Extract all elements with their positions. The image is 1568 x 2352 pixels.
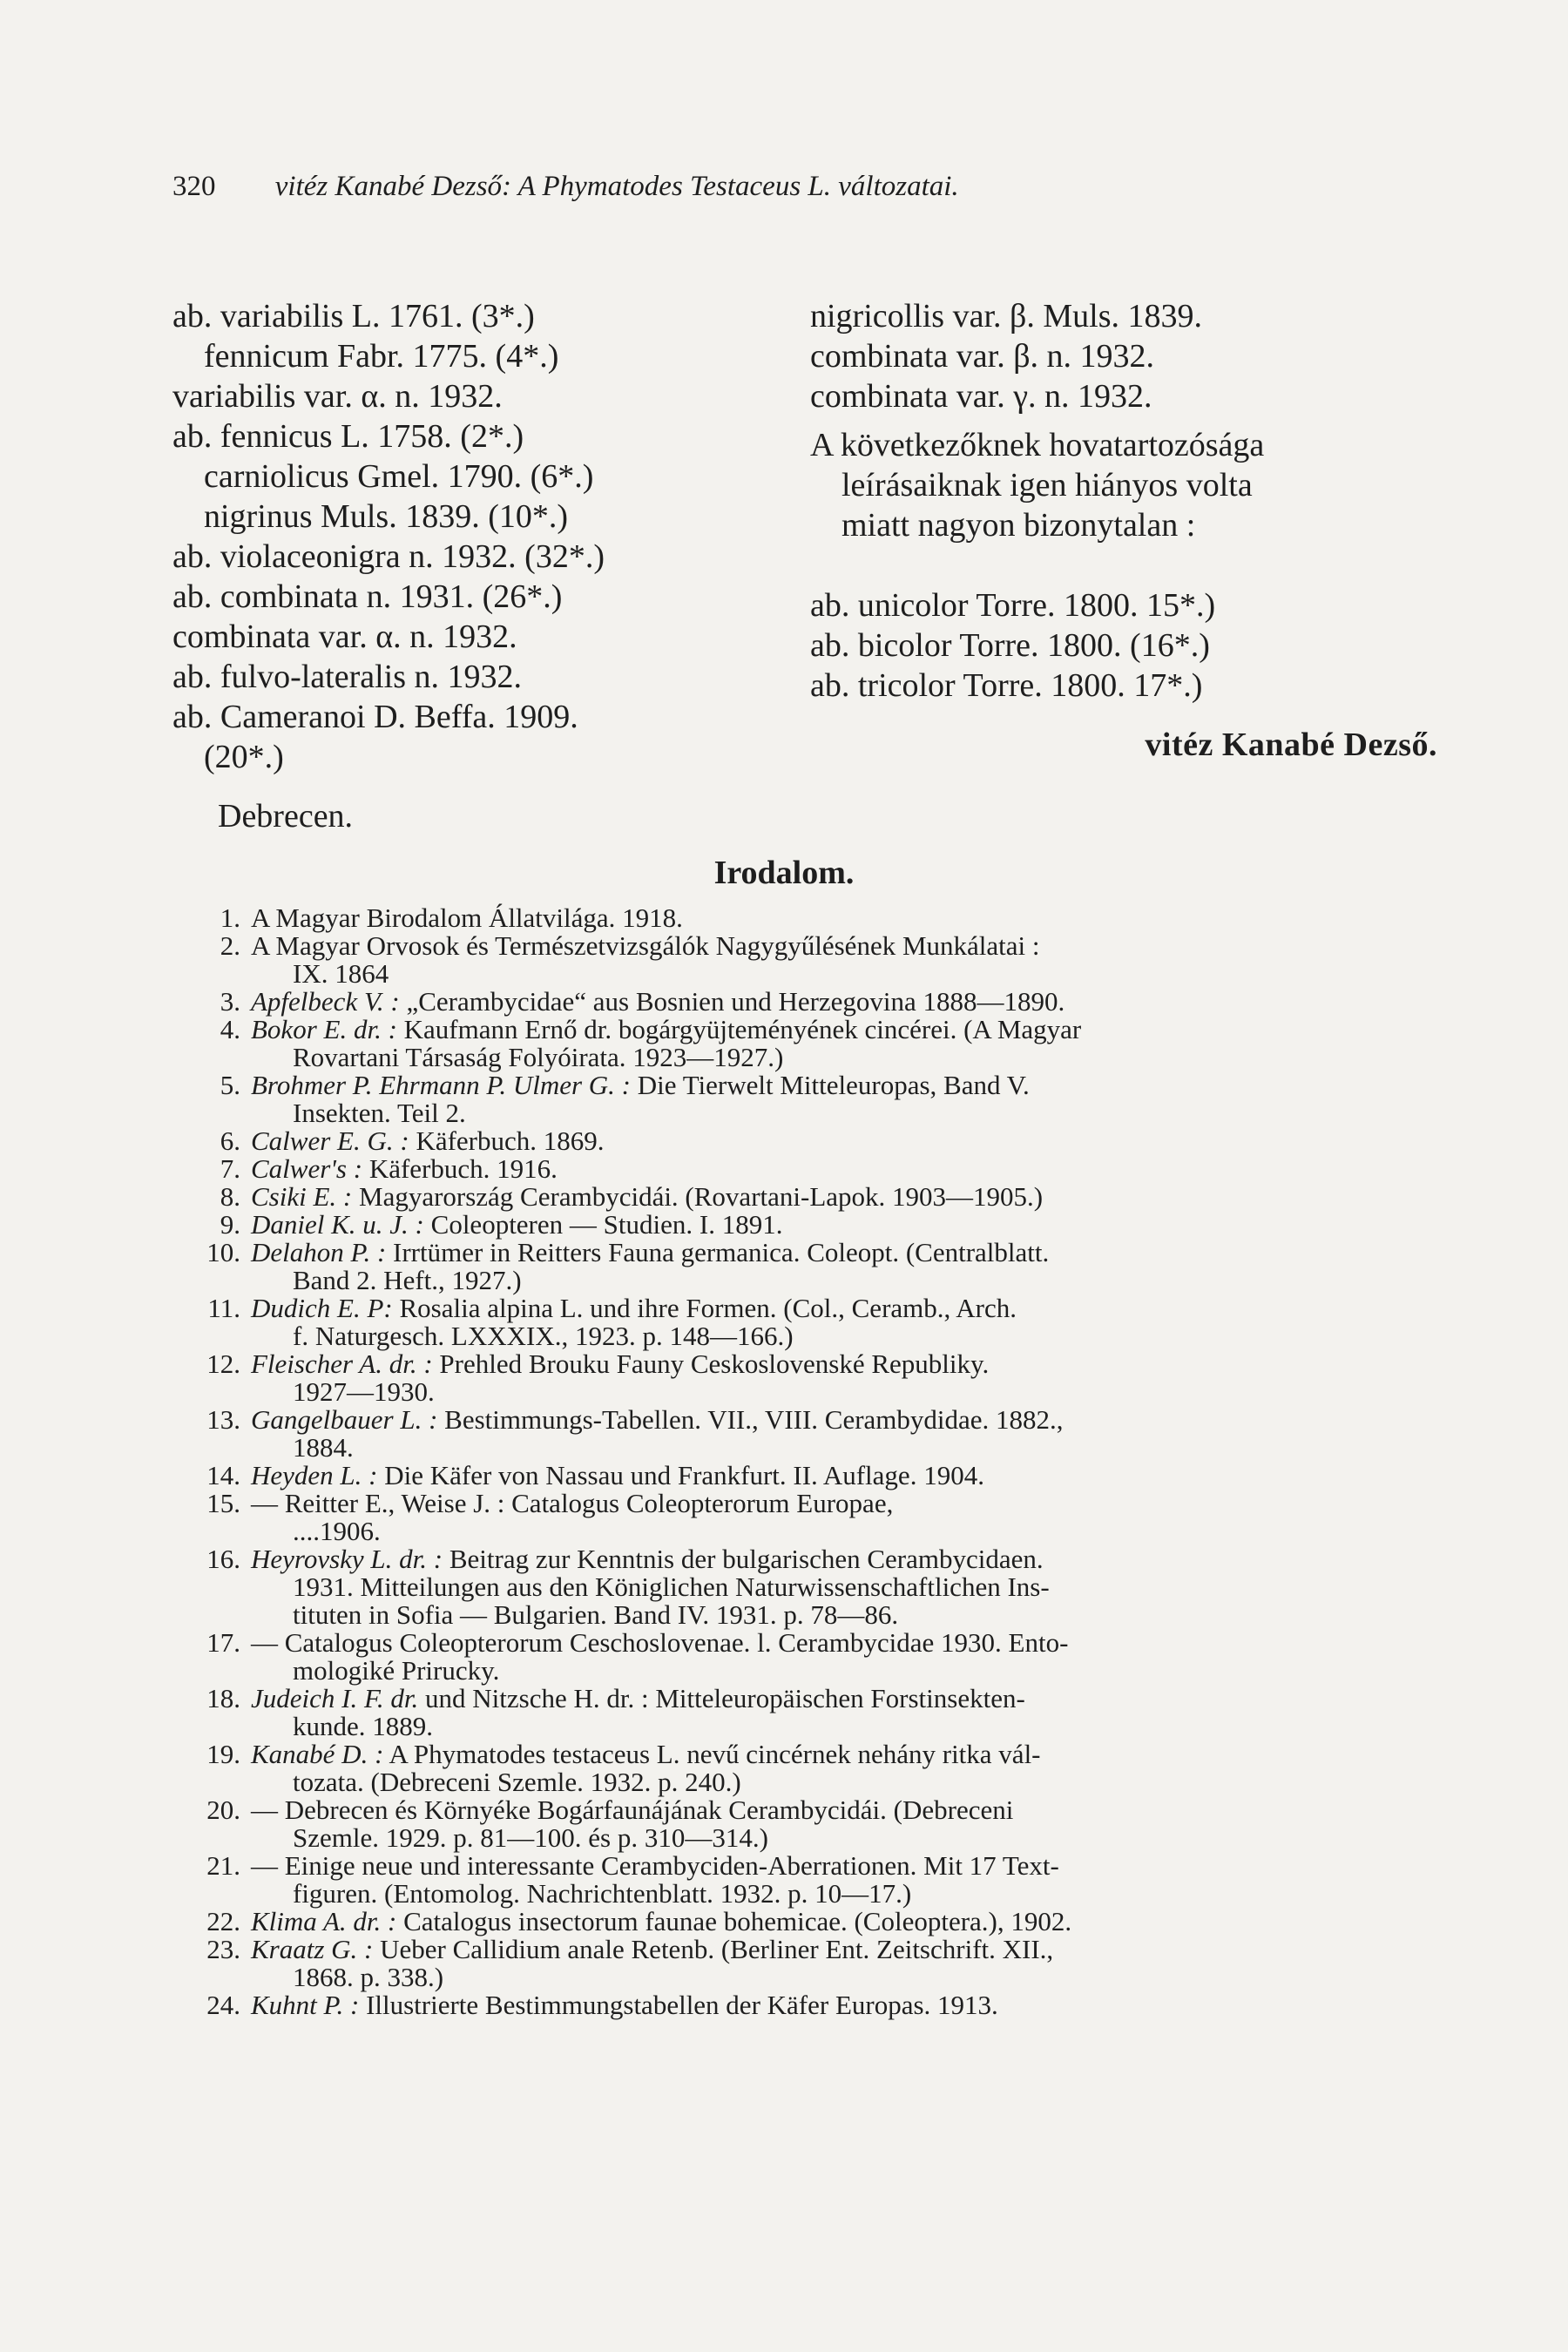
reference-number: 21.	[206, 1850, 240, 1881]
reference-entry	[172, 1294, 1436, 1350]
right-column-bottom-lines	[810, 585, 1437, 706]
reference-author: Heyden L. :	[251, 1460, 378, 1490]
reference-text: Ueber Callidium anale Retenb. (Berliner Ent. Zeitschrift. XII.,	[373, 1934, 1054, 1964]
reference-text: figuren. (Entomolog. Nachrichtenblatt. 1932. p. 10—17.)	[293, 1878, 912, 1909]
reference-author: Daniel K. u. J. :	[251, 1209, 424, 1240]
reference-number: 20.	[206, 1794, 240, 1825]
city-line: Debrecen.	[218, 798, 354, 835]
right-column-top-lines	[810, 296, 1437, 416]
reference-text: und Nitzsche H. dr. : Mitteleuropäischen Forstinsekten-	[418, 1683, 1025, 1713]
reference-entry	[172, 904, 1436, 932]
left-column	[172, 296, 782, 836]
reference-text: 1931. Mitteilungen aus den Königlichen Naturwissenschaftlichen Ins-	[293, 1571, 1050, 1602]
reference-number: 6.	[220, 1125, 240, 1156]
reference-number: 23.	[206, 1934, 240, 1964]
reference-number: 10.	[206, 1237, 240, 1267]
reference-entry	[172, 988, 1436, 1016]
taxon-line: ab. unicolor Torre. 1800. 15*.)	[810, 587, 1216, 624]
reference-author: Brohmer P. Ehrmann P. Ulmer G. :	[251, 1070, 631, 1100]
reference-number: 22.	[206, 1906, 240, 1936]
taxon-line: (20*.)	[204, 739, 284, 775]
taxon-line: combinata var. β. n. 1932.	[810, 338, 1155, 375]
reference-number: 19.	[206, 1739, 240, 1769]
taxon-line: combinata var. α. n. 1932.	[172, 618, 517, 655]
reference-number: 11.	[207, 1293, 240, 1323]
reference-number: 4.	[220, 1014, 240, 1044]
reference-text: „Cerambycidae“ aus Bosnien und Herzegovina 1888—1890.	[399, 986, 1065, 1017]
reference-author: Apfelbeck V. :	[251, 986, 400, 1017]
taxon-line: ab. fulvo-lateralis n. 1932.	[172, 659, 523, 695]
reference-number: 12.	[206, 1348, 240, 1379]
reference-entry	[172, 1936, 1436, 1991]
taxon-line: ab. Cameranoi D. Beffa. 1909.	[172, 699, 578, 735]
reference-text: ....1906.	[293, 1516, 381, 1546]
reference-text: Rovartani Társaság Folyóirata. 1923—1927.)	[293, 1042, 784, 1072]
right-column	[810, 296, 1437, 765]
reference-text: Beitrag zur Kenntnis der bulgarischen Cerambycidaen.	[443, 1544, 1044, 1574]
reference-entry	[172, 1211, 1436, 1239]
reference-text: — Catalogus Coleopterorum Ceschoslovenae. l. Cerambycidae 1930. Ento-	[251, 1627, 1069, 1658]
taxon-line: ab. bicolor Torre. 1800. (16*.)	[810, 627, 1210, 664]
paragraph-line: A következőknek hovatartozósága	[810, 427, 1265, 463]
reference-text: Rosalia alpina L. und ihre Formen. (Col., Ceramb., Arch.	[392, 1293, 1017, 1323]
reference-text: 1927—1930.	[293, 1376, 435, 1407]
taxon-line: nigrinus Muls. 1839. (10*.)	[204, 498, 568, 535]
reference-number: 7.	[220, 1153, 240, 1184]
left-column-lines	[172, 296, 782, 777]
reference-text: Catalogus insectorum faunae bohemicae. (Coleoptera.), 1902.	[396, 1906, 1072, 1936]
reference-author: Bokor E. dr. :	[251, 1014, 397, 1044]
reference-number: 18.	[206, 1683, 240, 1713]
reference-number: 5.	[220, 1070, 240, 1100]
reference-text: 1868. p. 338.)	[293, 1962, 444, 1992]
reference-text: 1884.	[293, 1432, 354, 1463]
reference-text: Irrtümer in Reitters Fauna germanica. Coleopt. (Centralblatt.	[386, 1237, 1050, 1267]
reference-author: Kuhnt P. :	[251, 1990, 360, 2020]
reference-entry	[172, 1490, 1436, 1545]
reference-text: Coleopteren — Studien. I. 1891.	[423, 1209, 783, 1240]
reference-entry	[172, 1127, 1436, 1155]
taxon-line: fennicum Fabr. 1775. (4*.)	[204, 338, 559, 375]
reference-text: Bestimmungs-Tabellen. VII., VIII. Cerambydidae. 1882.,	[437, 1404, 1064, 1435]
reference-author: Gangelbauer L. :	[251, 1404, 438, 1435]
reference-number: 17.	[206, 1627, 240, 1658]
reference-number: 14.	[206, 1460, 240, 1490]
reference-author: Delahon P. :	[251, 1237, 387, 1267]
reference-number: 1.	[220, 902, 240, 933]
reference-text: Insekten. Teil 2.	[293, 1098, 466, 1128]
taxon-line: ab. variabilis L. 1761. (3*.)	[172, 298, 535, 335]
reference-entry	[172, 932, 1436, 988]
reference-number: 24.	[206, 1990, 240, 2020]
uncertain-note-paragraph	[810, 425, 1411, 545]
reference-text: A Magyar Orvosok és Természetvizsgálók Nagygyűlésének Munkálatai :	[251, 930, 1040, 961]
reference-text: A Phymatodes testaceus L. nevű cincérnek nehány ritka vál-	[383, 1739, 1041, 1769]
reference-text: Illustrierte Bestimmungstabellen der Käfer Europas. 1913.	[359, 1990, 998, 2020]
reference-entry	[172, 1852, 1436, 1908]
paragraph-line: leírásaiknak igen hiányos volta	[841, 467, 1253, 504]
reference-text: Die Käfer von Nassau und Frankfurt. II. Auflage. 1904.	[377, 1460, 984, 1490]
reference-entry	[172, 1991, 1436, 2019]
reference-entry	[172, 1685, 1436, 1740]
reference-text: tituten in Sofia — Bulgarien. Band IV. 1931. p. 78—86.	[293, 1599, 899, 1630]
reference-author: Heyrovsky L. dr. :	[251, 1544, 443, 1574]
reference-number: 16.	[206, 1544, 240, 1574]
reference-entry	[172, 1740, 1436, 1796]
reference-number: 3.	[220, 986, 240, 1017]
reference-author: Csiki E. :	[251, 1181, 353, 1212]
reference-author: Fleischer A. dr. :	[251, 1348, 433, 1379]
reference-number: 2.	[220, 930, 240, 961]
page-number: 320	[172, 171, 216, 202]
running-header	[172, 171, 1392, 203]
reference-text: — Einige neue und interessante Cerambyciden-Aberrationen. Mit 17 Text-	[251, 1850, 1059, 1881]
reference-entry	[172, 1239, 1436, 1294]
reference-number: 13.	[206, 1404, 240, 1435]
reference-text: Prehled Brouku Fauny Ceskoslovenské Republiky.	[432, 1348, 990, 1379]
taxon-line: ab. combinata n. 1931. (26*.)	[172, 578, 563, 615]
reference-text: Magyarország Cerambycidái. (Rovartani-Lapok. 1903—1905.)	[352, 1181, 1044, 1212]
running-title: vitéz Kanabé Dezső: A Phymatodes Testaceus L. változatai.	[274, 171, 959, 202]
reference-author: Kraatz G. :	[251, 1934, 374, 1964]
taxon-line: ab. fennicus L. 1758. (2*.)	[172, 418, 524, 455]
reference-entry	[172, 1183, 1436, 1211]
taxon-line: carniolicus Gmel. 1790. (6*.)	[204, 458, 594, 495]
reference-entry	[172, 1350, 1436, 1406]
reference-author: Calwer's :	[251, 1153, 363, 1184]
reference-text: Die Tierwelt Mitteleuropas, Band V.	[631, 1070, 1030, 1100]
reference-entry	[172, 1908, 1436, 1936]
bibliography-heading: Irodalom.	[713, 855, 855, 891]
reference-number: 8.	[220, 1181, 240, 1212]
reference-text: IX. 1864	[293, 958, 389, 989]
taxon-line: ab. violaceonigra n. 1932. (32*.)	[172, 538, 605, 575]
reference-text: f. Naturgesch. LXXXIX., 1923. p. 148—166.)	[293, 1321, 794, 1351]
reference-text: — Debrecen és Környéke Bogárfaunájának Cerambycidái. (Debreceni	[251, 1794, 1014, 1825]
reference-author: Kanabé D. :	[251, 1739, 384, 1769]
reference-text: kunde. 1889.	[293, 1711, 434, 1741]
reference-text: mologiké Prirucky.	[293, 1655, 500, 1686]
reference-text: Kaufmann Ernő dr. bogárgyüjteményének cincérei. (A Magyar	[396, 1014, 1082, 1044]
taxon-line: variabilis var. α. n. 1932.	[172, 378, 503, 415]
reference-text: Szemle. 1929. p. 81—100. és p. 310—314.)	[293, 1822, 768, 1853]
reference-author: Klima A. dr. :	[251, 1906, 397, 1936]
reference-text: — Reitter E., Weise J. : Catalogus Coleopterorum Europae,	[251, 1488, 894, 1518]
paragraph-line: miatt nagyon bizonytalan :	[841, 507, 1196, 544]
reference-entry	[172, 1796, 1436, 1852]
reference-text: A Magyar Birodalom Állatvilága. 1918.	[251, 902, 683, 933]
reference-number: 15.	[206, 1488, 240, 1518]
reference-entry	[172, 1462, 1436, 1490]
reference-author: Dudich E. P:	[251, 1293, 393, 1323]
reference-entry	[172, 1545, 1436, 1629]
reference-entry	[172, 1016, 1436, 1071]
reference-entry	[172, 1071, 1436, 1127]
author-signature: vitéz Kanabé Dezső.	[1145, 727, 1437, 763]
taxon-line: nigricollis var. β. Muls. 1839.	[810, 298, 1202, 335]
reference-number: 9.	[220, 1209, 240, 1240]
bibliography-list	[172, 904, 1436, 2019]
reference-text: Käferbuch. 1869.	[409, 1125, 605, 1156]
taxon-line: combinata var. γ. n. 1932.	[810, 378, 1152, 415]
reference-text: tozata. (Debreceni Szemle. 1932. p. 240.)	[293, 1767, 741, 1797]
reference-entry	[172, 1629, 1436, 1685]
reference-text: Käferbuch. 1916.	[362, 1153, 558, 1184]
reference-author: Calwer E. G. :	[251, 1125, 409, 1156]
reference-author: Judeich I. F. dr.	[251, 1683, 419, 1713]
reference-text: Band 2. Heft., 1927.)	[293, 1265, 522, 1295]
taxon-line: ab. tricolor Torre. 1800. 17*.)	[810, 667, 1203, 704]
reference-entry	[172, 1155, 1436, 1183]
reference-entry	[172, 1406, 1436, 1462]
